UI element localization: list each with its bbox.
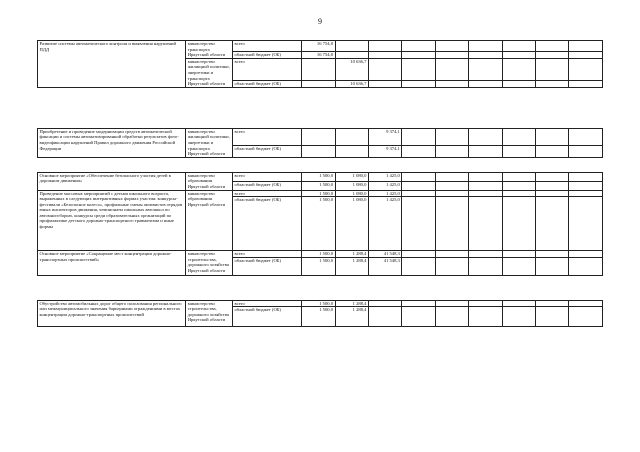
year-value <box>536 52 569 59</box>
row-gap <box>38 87 603 128</box>
year-value: 9 374,1 <box>368 128 401 145</box>
year-value <box>402 58 435 80</box>
year-value <box>435 197 468 251</box>
measure-name: Приобретение и проведение модернизации средств автоматической фиксации и системы автоматизированной обработки результатов фото-видеофиксации нарушений Правил дорожного движения Российской Федерации <box>38 128 186 157</box>
table-row <box>38 41 603 52</box>
year-value <box>335 128 368 145</box>
year-value <box>469 307 502 327</box>
year-value <box>502 300 535 307</box>
year-value <box>469 58 502 80</box>
year-value <box>402 257 435 275</box>
year-value <box>469 128 502 145</box>
budget-table <box>37 40 603 327</box>
year-value <box>502 251 535 258</box>
year-value <box>536 58 569 80</box>
year-value <box>402 172 435 181</box>
measure-name: Проведение массовых мероприятий с детьми школьного возраста, выраженных в следующих интерактивных формах участия: конкурсы-фестивали «Безопасное колесо», профильные смены активистов отрядов юных инспекторов движения, чемпионаты школьных автошкол по автомногоборью, конкурсы среди образовательных организаций по профилактике детского дорожно-транспортного травматизма и иные формы <box>38 190 186 251</box>
year-value: 1 425,0 <box>368 190 401 197</box>
spacer <box>38 275 603 300</box>
year-value: 1 500,0 <box>302 300 335 307</box>
year-value <box>536 197 569 251</box>
year-value <box>335 41 368 52</box>
year-value: 1 288,4 <box>335 251 368 258</box>
year-value: 1 500,0 <box>302 257 335 275</box>
funding-source: областной бюджет (ОБ) <box>233 145 302 157</box>
year-value <box>368 300 401 307</box>
year-value <box>302 58 335 80</box>
year-value <box>368 307 401 327</box>
executor-name: министерство жилищной политики, энергетики и транспорта Иркутской области <box>186 58 233 87</box>
year-value <box>302 145 335 157</box>
year-value <box>368 41 401 52</box>
year-value <box>302 128 335 145</box>
year-value: 1 288,4 <box>335 257 368 275</box>
measure-name: Развитие системы автоматического контроля и выявления нарушений ПДД <box>38 41 186 88</box>
year-value: 1 500,0 <box>302 251 335 258</box>
row-gap <box>38 275 603 300</box>
year-value: 1 288,4 <box>335 300 368 307</box>
year-value <box>536 307 569 327</box>
year-value <box>469 41 502 52</box>
year-value <box>569 145 603 157</box>
year-value <box>402 145 435 157</box>
year-value <box>402 197 435 251</box>
year-value: 10 636,7 <box>335 58 368 80</box>
year-value <box>402 307 435 327</box>
year-value: 1 425,0 <box>368 181 401 190</box>
table-row <box>38 300 603 307</box>
year-value <box>402 128 435 145</box>
measure-name: Основное мероприятие «Сокращение мест концентрации дорожно-транспортных происшествий» <box>38 251 186 276</box>
year-value <box>502 197 535 251</box>
year-value <box>536 181 569 190</box>
year-value: 1 500,0 <box>302 307 335 327</box>
spacer <box>38 157 603 172</box>
year-value: 1 080,0 <box>335 190 368 197</box>
funding-source: всего <box>233 128 302 145</box>
year-value: 1 500,0 <box>302 197 335 251</box>
year-value <box>536 257 569 275</box>
year-value <box>302 81 335 88</box>
year-value <box>435 128 468 145</box>
table-row <box>38 128 603 145</box>
funding-source: всего <box>233 58 302 80</box>
year-value <box>502 257 535 275</box>
year-value <box>536 128 569 145</box>
year-value <box>569 197 603 251</box>
year-value <box>469 300 502 307</box>
year-value <box>569 307 603 327</box>
funding-source: всего <box>233 172 302 181</box>
year-value <box>435 81 468 88</box>
year-value <box>569 128 603 145</box>
year-value <box>469 257 502 275</box>
year-value <box>469 251 502 258</box>
table-row <box>38 190 603 197</box>
year-value <box>402 181 435 190</box>
year-value <box>569 52 603 59</box>
year-value <box>569 81 603 88</box>
year-value: 1 500,0 <box>302 172 335 181</box>
year-value <box>368 58 401 80</box>
year-value <box>469 52 502 59</box>
row-gap <box>38 157 603 172</box>
year-value <box>569 172 603 181</box>
year-value: 1 080,0 <box>335 172 368 181</box>
spacer <box>38 87 603 128</box>
year-value <box>536 81 569 88</box>
year-value <box>502 52 535 59</box>
year-value <box>469 145 502 157</box>
year-value <box>368 81 401 88</box>
year-value: 41 548,3 <box>368 257 401 275</box>
year-value <box>502 172 535 181</box>
year-value <box>368 52 401 59</box>
table-row <box>38 172 603 181</box>
year-value <box>435 307 468 327</box>
year-value: 1 080,0 <box>335 181 368 190</box>
executor-name: министерство транспорта Иркутской области <box>186 41 233 59</box>
year-value <box>569 251 603 258</box>
year-value <box>402 190 435 197</box>
year-value <box>569 58 603 80</box>
year-value <box>335 52 368 59</box>
measure-name: Обустройство автомобильных дорог общего пользования регионального или межмуниципального значения барьерными ограждениями в местах концентрации дорожно-транспортных происшествий <box>38 300 186 327</box>
year-value <box>435 41 468 52</box>
year-value <box>435 52 468 59</box>
year-value: 1 288,4 <box>335 307 368 327</box>
year-value <box>569 300 603 307</box>
funding-source: областной бюджет (ОБ) <box>233 307 302 327</box>
measure-name: Основное мероприятие «Обеспечение безопасного участия детей в дорожном движении» <box>38 172 186 190</box>
year-value <box>402 41 435 52</box>
year-value: 10 636,7 <box>335 81 368 88</box>
year-value <box>502 181 535 190</box>
year-value <box>435 181 468 190</box>
year-value: 1 425,0 <box>368 197 401 251</box>
year-value <box>569 257 603 275</box>
executor-name: министерство строительства, дорожного хозяйства Иркутской области <box>186 251 233 276</box>
year-value: 9 374,1 <box>368 145 401 157</box>
year-value <box>469 197 502 251</box>
year-value <box>469 181 502 190</box>
year-value: 1 500,0 <box>302 181 335 190</box>
year-value <box>502 145 535 157</box>
table-row <box>38 251 603 258</box>
year-value <box>402 81 435 88</box>
page-number: 9 <box>318 17 322 26</box>
funding-source: областной бюджет (ОБ) <box>233 81 302 88</box>
year-value <box>402 52 435 59</box>
year-value <box>502 128 535 145</box>
year-value <box>569 181 603 190</box>
year-value <box>469 190 502 197</box>
year-value <box>435 300 468 307</box>
funding-source: всего <box>233 300 302 307</box>
year-value <box>569 41 603 52</box>
year-value <box>502 190 535 197</box>
year-value: 1 080,0 <box>335 197 368 251</box>
year-value <box>502 81 535 88</box>
funding-source: областной бюджет (ОБ) <box>233 257 302 275</box>
year-value <box>469 81 502 88</box>
executor-name: министерство образования Иркутской области <box>186 190 233 251</box>
year-value <box>469 172 502 181</box>
year-value <box>435 172 468 181</box>
year-value <box>435 190 468 197</box>
year-value <box>536 190 569 197</box>
year-value <box>502 58 535 80</box>
funding-source: всего <box>233 190 302 197</box>
year-value <box>435 58 468 80</box>
year-value <box>502 41 535 52</box>
year-value <box>536 300 569 307</box>
funding-source: областной бюджет (ОБ) <box>233 181 302 190</box>
executor-name: министерство образования Иркутской области <box>186 172 233 190</box>
year-value: 41 548,3 <box>368 251 401 258</box>
year-value <box>536 41 569 52</box>
year-value <box>435 257 468 275</box>
funding-source: всего <box>233 41 302 52</box>
year-value <box>402 251 435 258</box>
year-value <box>536 172 569 181</box>
year-value <box>402 300 435 307</box>
year-value: 16 754,0 <box>302 52 335 59</box>
year-value <box>569 190 603 197</box>
year-value <box>536 145 569 157</box>
funding-source: областной бюджет (ОБ) <box>233 52 302 59</box>
year-value: 1 500,0 <box>302 190 335 197</box>
funding-source: всего <box>233 251 302 258</box>
year-value <box>536 251 569 258</box>
year-value <box>435 251 468 258</box>
year-value: 16 754,0 <box>302 41 335 52</box>
year-value <box>435 145 468 157</box>
year-value <box>335 145 368 157</box>
year-value: 1 425,0 <box>368 172 401 181</box>
year-value <box>502 307 535 327</box>
funding-source: областной бюджет (ОБ) <box>233 197 302 251</box>
executor-name: министерство строительства, дорожного хозяйства Иркутской области <box>186 300 233 327</box>
executor-name: министерство жилищной политики, энергетики и транспорта Иркутской области <box>186 128 233 157</box>
